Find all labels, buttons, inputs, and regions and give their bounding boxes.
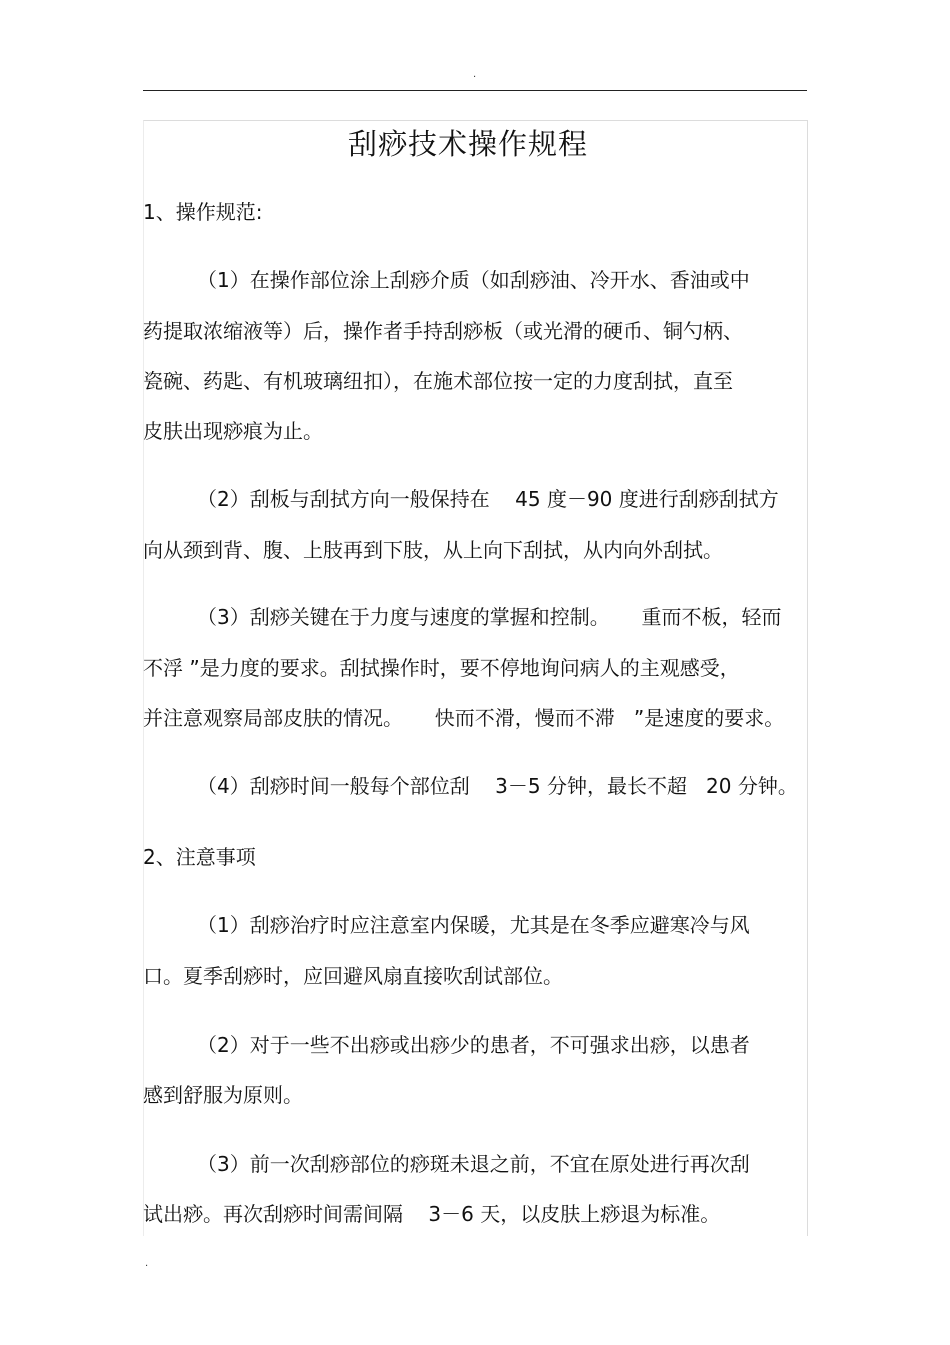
footer-dot: . bbox=[145, 1258, 149, 1269]
section-1-heading: 1、操作规范: bbox=[143, 200, 263, 224]
paragraph-line: （1）刮痧治疗时应注意室内保暖，尤其是在冬季应避寒冷与风 bbox=[197, 913, 750, 937]
paragraph-line: （2）刮板与刮拭方向一般保持在 45 度－90 度进行刮痧刮拭方 bbox=[197, 487, 779, 511]
header-rule bbox=[143, 90, 807, 91]
paragraph-line: 试出痧。再次刮痧时间需间隔 3－6 天，以皮肤上痧退为标准。 bbox=[143, 1202, 721, 1226]
paragraph-line: 不浮 ”是力度的要求。刮拭操作时，要不停地询问病人的主观感受， bbox=[143, 656, 740, 680]
paragraph-line: 口。夏季刮痧时，应回避风扇直接吹刮试部位。 bbox=[143, 964, 563, 988]
header-dot: . bbox=[473, 69, 477, 80]
paragraph-line: （1）在操作部位涂上刮痧介质（如刮痧油、冷开水、香油或中 bbox=[197, 268, 750, 292]
paragraph-line: 皮肤出现痧痕为止。 bbox=[143, 419, 323, 443]
paragraph-line: （3）刮痧关键在于力度与速度的掌握和控制。 重而不板，轻而 bbox=[197, 605, 782, 629]
paragraph-line: （4）刮痧时间一般每个部位刮 3－5 分钟，最长不超 20 分钟。 bbox=[197, 774, 798, 798]
paragraph-line: （3）前一次刮痧部位的痧斑未退之前，不宜在原处进行再次刮 bbox=[197, 1152, 750, 1176]
paragraph-line: （2）对于一些不出痧或出痧少的患者，不可强求出痧，以患者 bbox=[197, 1033, 750, 1057]
paragraph-line: 并注意观察局部皮肤的情况。 快而不滑，慢而不滞 ”是速度的要求。 bbox=[143, 706, 785, 730]
document-title: 刮痧技术操作规程 bbox=[347, 127, 588, 161]
paragraph-line: 瓷碗、药匙、有机玻璃纽扣），在施术部位按一定的力度刮拭，直至 bbox=[143, 369, 733, 393]
paragraph-line: 感到舒服为原则。 bbox=[143, 1083, 303, 1107]
paragraph-line: 向从颈到背、腹、上肢再到下肢，从上向下刮拭，从内向外刮拭。 bbox=[143, 538, 723, 562]
section-2-heading: 2、注意事项 bbox=[143, 845, 256, 869]
paragraph-line: 药提取浓缩液等）后，操作者手持刮痧板（或光滑的硬币、铜勺柄、 bbox=[143, 319, 743, 343]
